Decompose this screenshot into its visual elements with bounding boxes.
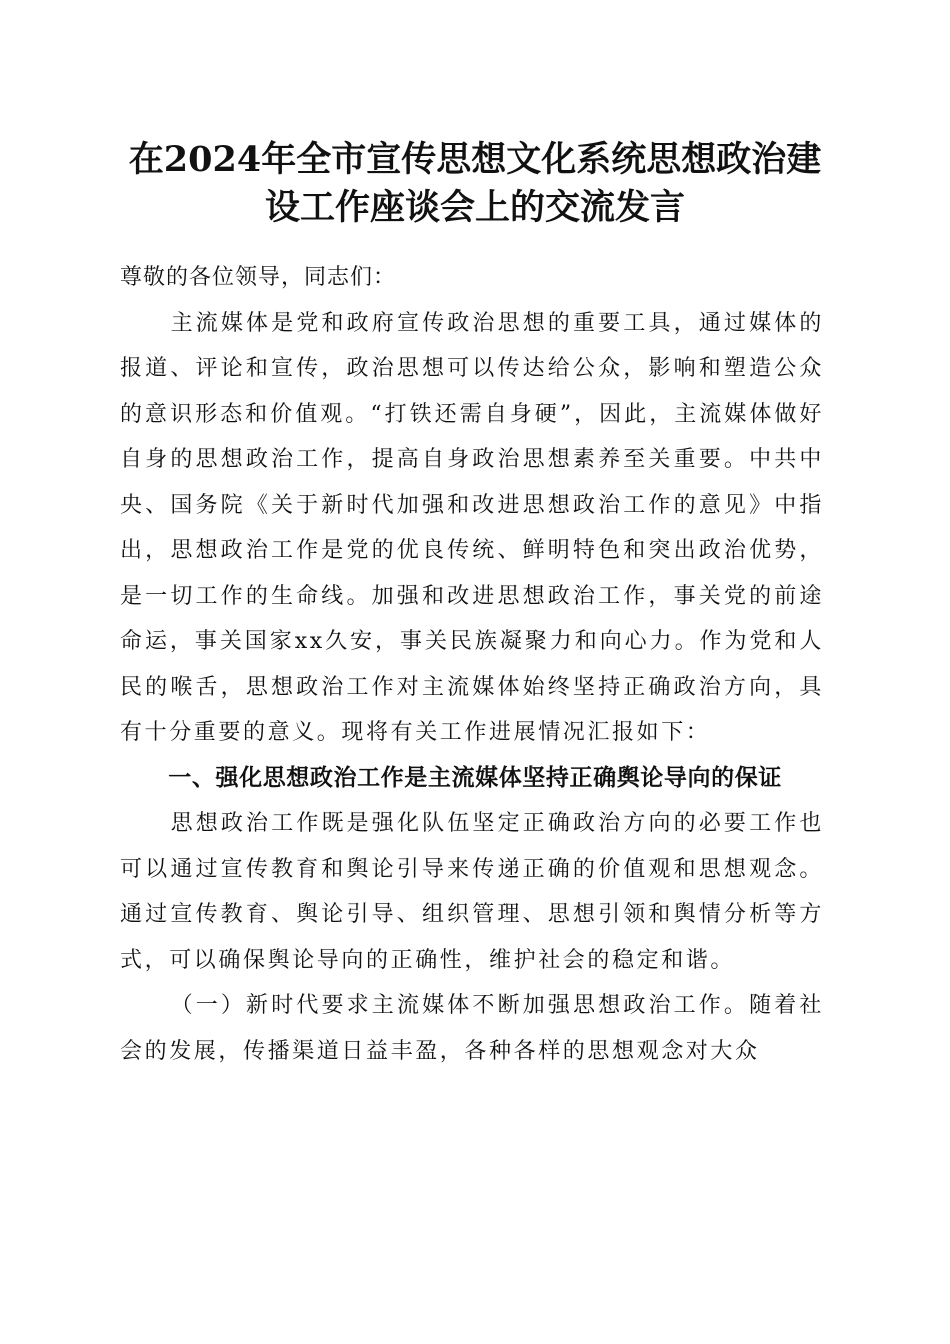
section-1-paragraph: 思想政治工作既是强化队伍坚定正确政治方向的必要工作也可以通过宣传教育和舆论引导来传递正确的价值观和思想观念。通过宣传教育、舆论引导、组织管理、思想引领和舆情分析等方式，可以确保舆论导向的正确性，维护社会的稳定和谐。 (120, 811, 824, 973)
salutation: 尊敬的各位领导，同志们： (120, 265, 397, 290)
document-title (110, 136, 840, 232)
title-line-1: 在2024年全市宣传思想文化系统思想政治建 (128, 139, 822, 180)
section-heading-1: 一、强化思想政治工作是主流媒体坚持正确舆论导向的保证 (168, 764, 782, 791)
intro-paragraph: 主流媒体是党和政府宣传政治思想的重要工具，通过媒体的报道、评论和宣传，政治思想可以传达给公众，影响和塑造公众的意识形态和价值观。“打铁还需自身硬”，因此，主流媒体做好自身的思想政治工作，提高自身政治思想素养至关重要。中共中央、国务院《关于新时代加强和改进思想政治工作的意见》中指出，思想政治工作是党的优良传统、鲜明特色和突出政治优势，是一切工作的生命线。加强和改进思想政治工作，事关党的前途命运，事关国家xx久安，事关民族凝聚力和向心力。作为党和人民的喉舌，思想政治工作对主流媒体始终坚持正确政治方向，具有十分重要的意义。现将有关工作进展情况汇报如下： (120, 310, 824, 745)
document-body (120, 255, 824, 1074)
title-line-2: 设工作座谈会上的交流发言 (264, 187, 685, 228)
subsection-1-paragraph: （一）新时代要求主流媒体不断加强思想政治工作。随着社会的发展，传播渠道日益丰盈，各种各样的思想观念对大众 (120, 993, 824, 1064)
